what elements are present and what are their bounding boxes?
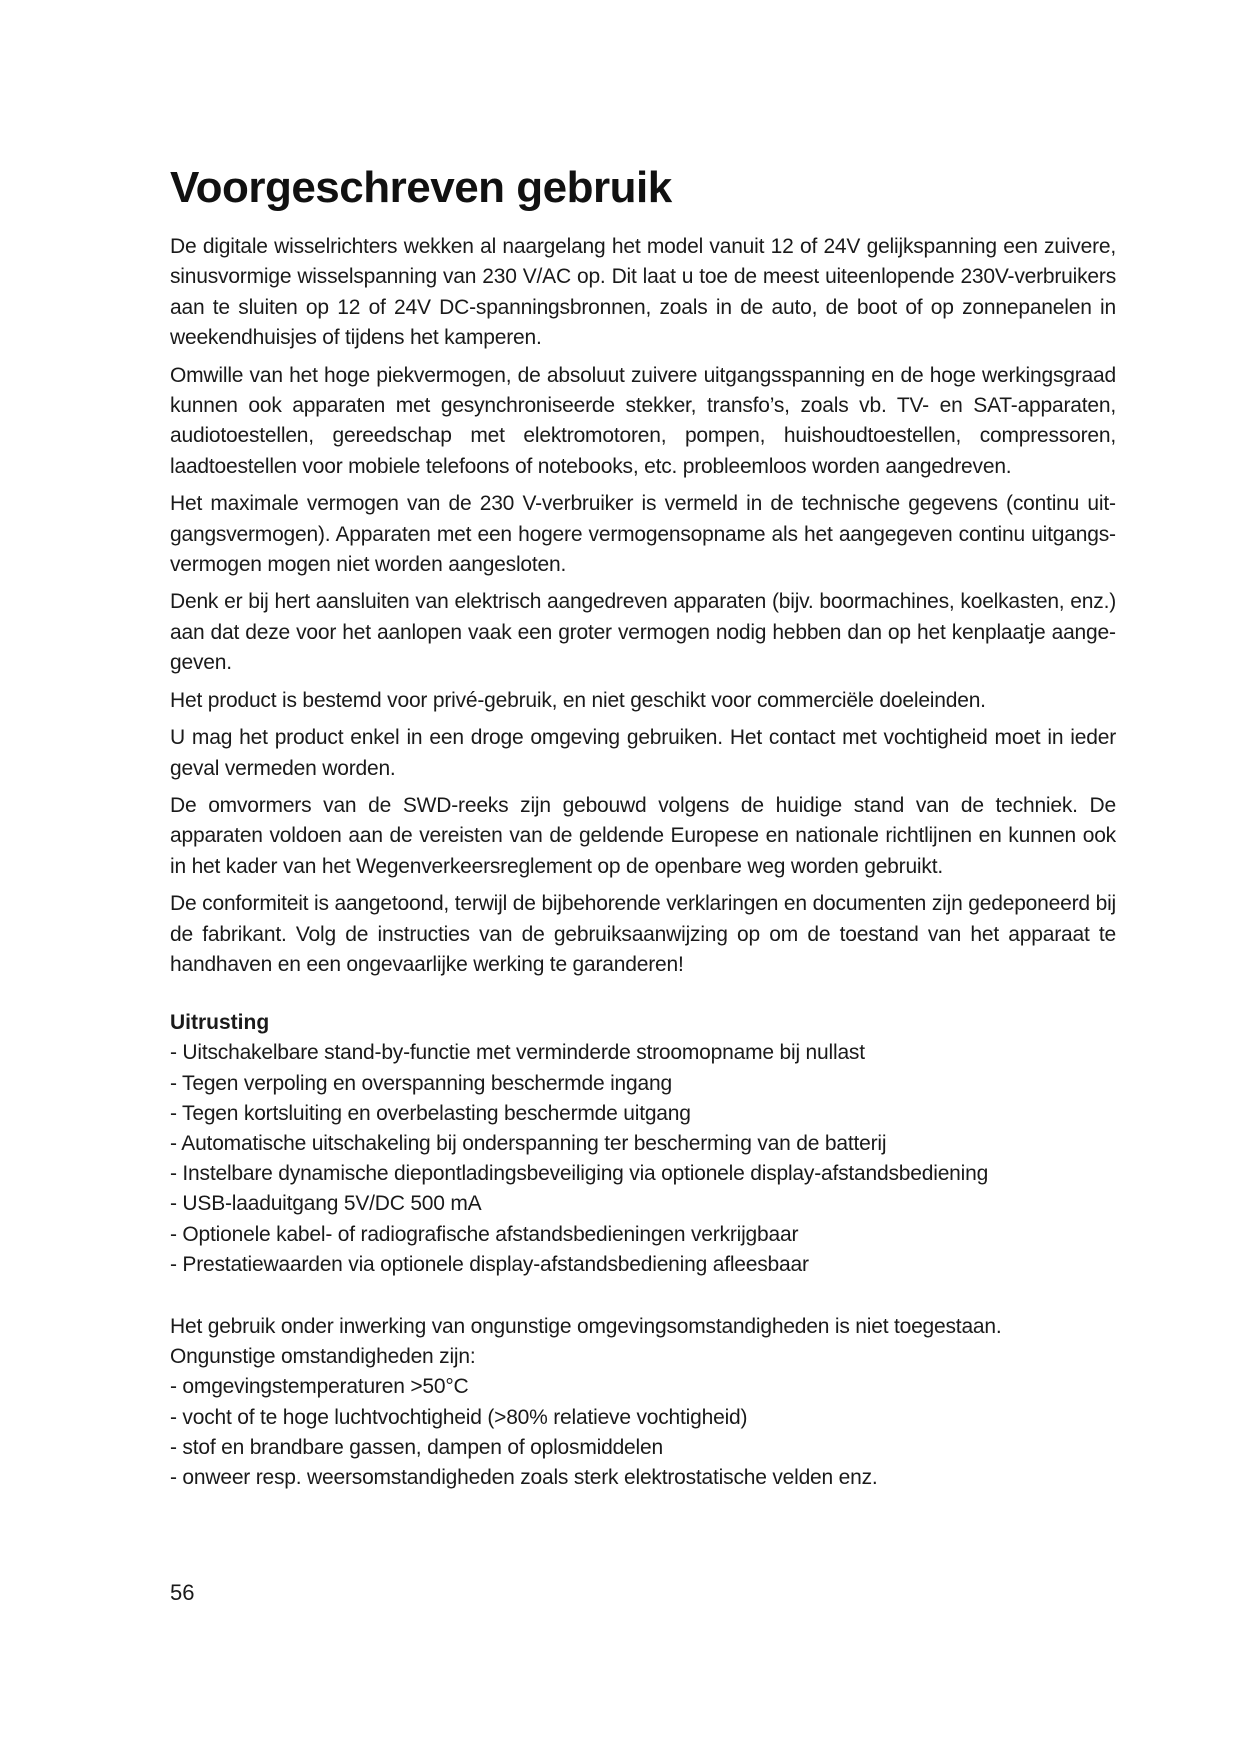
paragraph-swd-series: De omvormers van de SWD-reeks zijn gebouwd volgens de huidige stand van de techniek. De apparaten voldoen aan de vereisten van de geldende Europese en nationale richtlijnen en kunnen ook in het kader van het Wegenverkeersreglement op de openbare weg worden gebruikt. xyxy=(170,793,1116,878)
list-item: - Tegen kortsluiting en overbelasting beschermde uitgang xyxy=(170,1101,691,1125)
list-item: - onweer resp. weersomstandigheden zoals sterk elektrostatische velden enz. xyxy=(170,1465,878,1489)
paragraph-peak-power: Omwille van het hoge piekvermogen, de absoluut zuivere uitgangsspanning en de hoge werkingsgraad kunnen ook apparaten met gesynchroniseerde stekker, transfo’s, zoals vb. TV- en SAT-apparaten, audiotoestellen, gereedschap met elektromotoren, pompen, huishoudtoestellen, compressoren, laadtoestellen voor mobiele telefoons of notebooks, etc. probleemloos worden aangedreven. xyxy=(170,363,1116,478)
list-item: - Automatische uitschakeling bij onderspanning ter bescherming van de batterij xyxy=(170,1131,887,1155)
paragraph-intro: De digitale wisselrichters wekken al naargelang het model vanuit 12 of 24V gelijkspanning een zuivere, sinusvormige wisselspanning van 230 V/AC op. Dit laat u toe de meest uiteenlopende 230V-verbruikers aan te sluiten op 12 of 24V DC-spanningsbronnen, zoals in de auto, de boot of op zonnepanelen in weekendhuisjes of tijdens het kamperen. xyxy=(170,235,1116,350)
list-item: - USB-laaduitgang 5V/DC 500 mA xyxy=(170,1192,482,1216)
conditions-intro: Het gebruik onder inwerking van ongunstige omgevingsomstandigheden is niet toegestaan. xyxy=(170,1314,1002,1338)
list-item: - Instelbare dynamische diepontladingsbeveiliging via optionele display-afstandsbediening xyxy=(170,1162,989,1186)
conditions-subheading: Ongunstige omstandigheden zijn: xyxy=(170,1345,476,1369)
conditions-section xyxy=(170,1312,1116,1493)
paragraph-conformity: De conformiteit is aangetoond, terwijl de bijbehorende verklaringen en documenten zijn gedeponeerd bij de fabrikant. Volg de instructies van de gebruiksaanwijzing op om de toestand van het apparaat te handhaven en een ongevaarlijke werking te garanderen! xyxy=(170,892,1116,976)
paragraph-max-power: Het maximale vermogen van de 230 V-verbruiker is vermeld in de technische gegevens (continu uitgangsvermogen). Apparaten met een hogere vermogensopname als het aangegeven continu uitgangsvermogen mogen niet worden aangesloten. xyxy=(170,492,1116,577)
page-number: 56 xyxy=(170,1580,195,1605)
paragraph-startup-power: Denk er bij hert aansluiten van elektrisch aangedreven apparaten (bijv. boormachines, koelkasten, enz.) aan dat deze voor het aanlopen vaak een groter vermogen nodig hebben dan op het kenplaatje aangegeven. xyxy=(170,590,1116,675)
list-item: - Optionele kabel- of radiografische afstandsbedieningen verkrijgbaar xyxy=(170,1222,799,1246)
equipment-heading: Uitrusting xyxy=(170,1011,270,1035)
conditions-list xyxy=(170,1372,1116,1493)
page-title: Voorgeschreven gebruik xyxy=(170,163,672,212)
paragraph-private-use: Het product is bestemd voor privé-gebruik, en niet geschikt voor commerciële doeleinden. xyxy=(170,688,986,712)
list-item: - vocht of te hoge luchtvochtigheid (>80% relatieve vochtigheid) xyxy=(170,1405,748,1429)
paragraph-dry-environment: U mag het product enkel in een droge omgeving gebruiken. Het contact met vochtigheid moet in ieder geval vermeden worden. xyxy=(170,726,1116,780)
equipment-list xyxy=(170,1038,1116,1280)
document-page xyxy=(170,158,1116,1493)
list-item: - Uitschakelbare stand-by-functie met verminderde stroomopname bij nullast xyxy=(170,1041,865,1065)
list-item: - Tegen verpoling en overspanning beschermde ingang xyxy=(170,1071,672,1095)
list-item: - stof en brandbare gassen, dampen of oplosmiddelen xyxy=(170,1435,663,1459)
list-item: - omgevingstemperaturen >50°C xyxy=(170,1375,469,1399)
list-item: - Prestatiewaarden via optionele display-afstandsbediening afleesbaar xyxy=(170,1252,809,1276)
